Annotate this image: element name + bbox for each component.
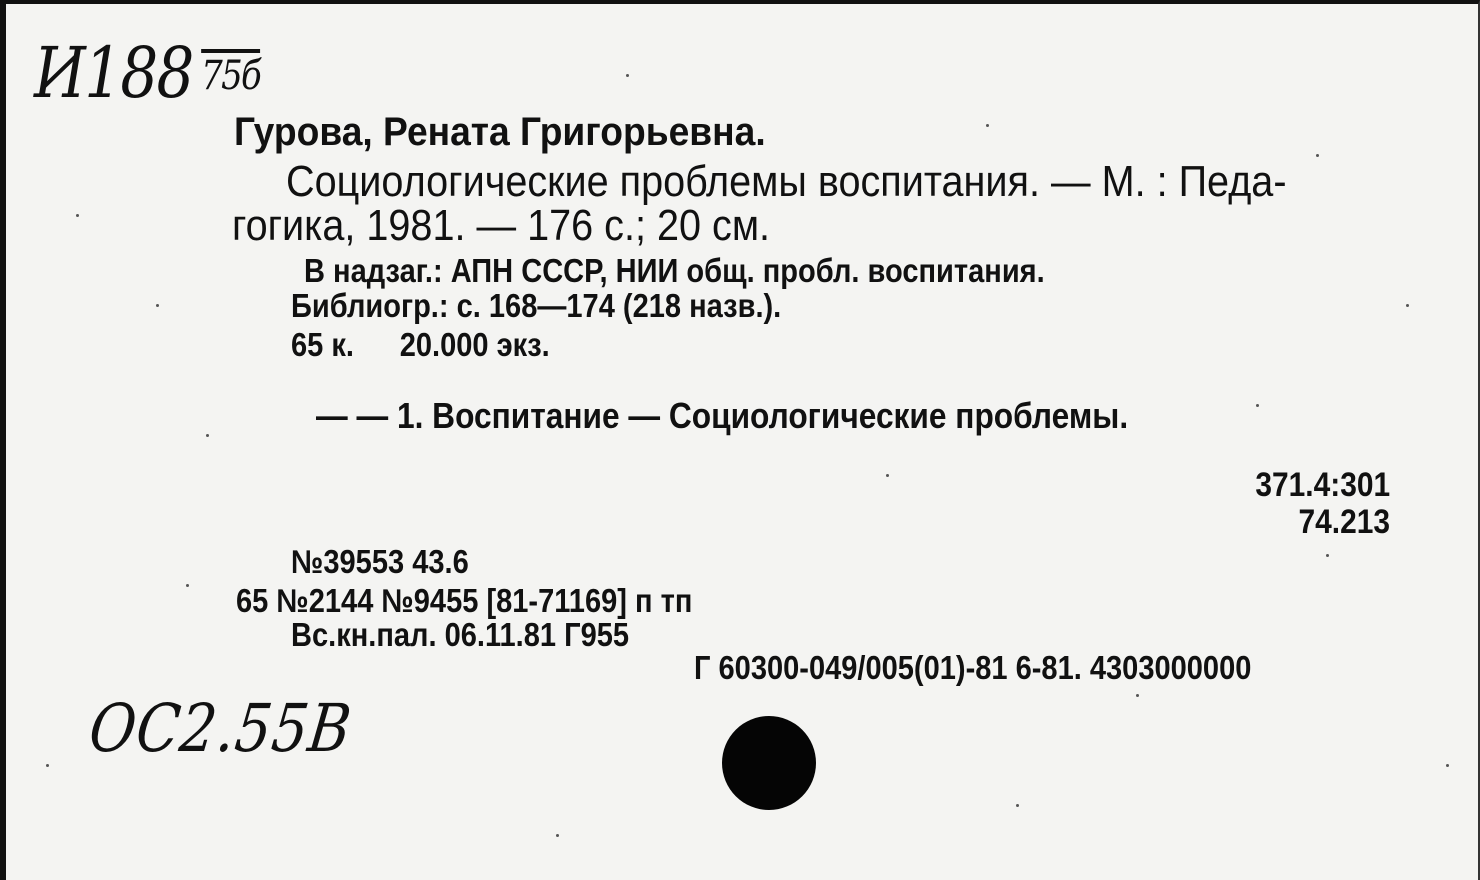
service-line-4: Г 60300-049/005(01)-81 6-81. 4303000000: [694, 649, 1252, 686]
price: 65 к.: [291, 326, 354, 363]
handwritten-call-number-sup: 75б: [201, 53, 261, 99]
subject-entry: — — 1. Воспитание — Социологические проблемы.: [316, 395, 1129, 436]
note-bibliography: Библиогр.: с. 168—174 (218 назв.).: [291, 287, 782, 324]
speck: [186, 584, 189, 587]
handwritten-call-number: И188 $^{75б}$: [34, 32, 261, 114]
note-header: В надзаг.: АПН СССР, НИИ общ. пробл. воспитания.: [304, 252, 1045, 289]
print-run: 20.000 экз.: [399, 326, 550, 363]
price-and-print-run: [291, 326, 550, 364]
speck: [1326, 554, 1329, 557]
speck: [626, 74, 629, 77]
speck: [1316, 154, 1319, 157]
speck: [1406, 304, 1409, 307]
speck: [556, 834, 559, 837]
speck: [1446, 764, 1449, 767]
speck: [886, 474, 889, 477]
bbk-index: 74.213: [1298, 503, 1390, 541]
speck: [1016, 804, 1019, 807]
author-heading: Гурова, Рената Григорьевна.: [234, 110, 766, 154]
service-line-1: №39553 43.6: [291, 543, 469, 580]
speck: [1256, 404, 1259, 407]
speck: [76, 214, 79, 217]
speck: [46, 764, 49, 767]
speck: [156, 304, 159, 307]
handwritten-shelf-mark: ОС2.55В: [85, 690, 356, 767]
service-line-3: Вс.кн.пал. 06.11.81 Г955: [291, 616, 630, 653]
service-line-2: 65 №2144 №9455 [81-71169] п тп: [236, 582, 693, 619]
punch-hole: [722, 716, 816, 810]
speck: [206, 434, 209, 437]
udc-index: 371.4:301: [1255, 466, 1390, 504]
title-line-2: гогика, 1981. — 176 с.; 20 см.: [232, 201, 771, 250]
speck: [1136, 694, 1139, 697]
title-line-1: Социологические проблемы воспитания. — М. : Педа-: [286, 157, 1287, 206]
speck: [986, 124, 989, 127]
